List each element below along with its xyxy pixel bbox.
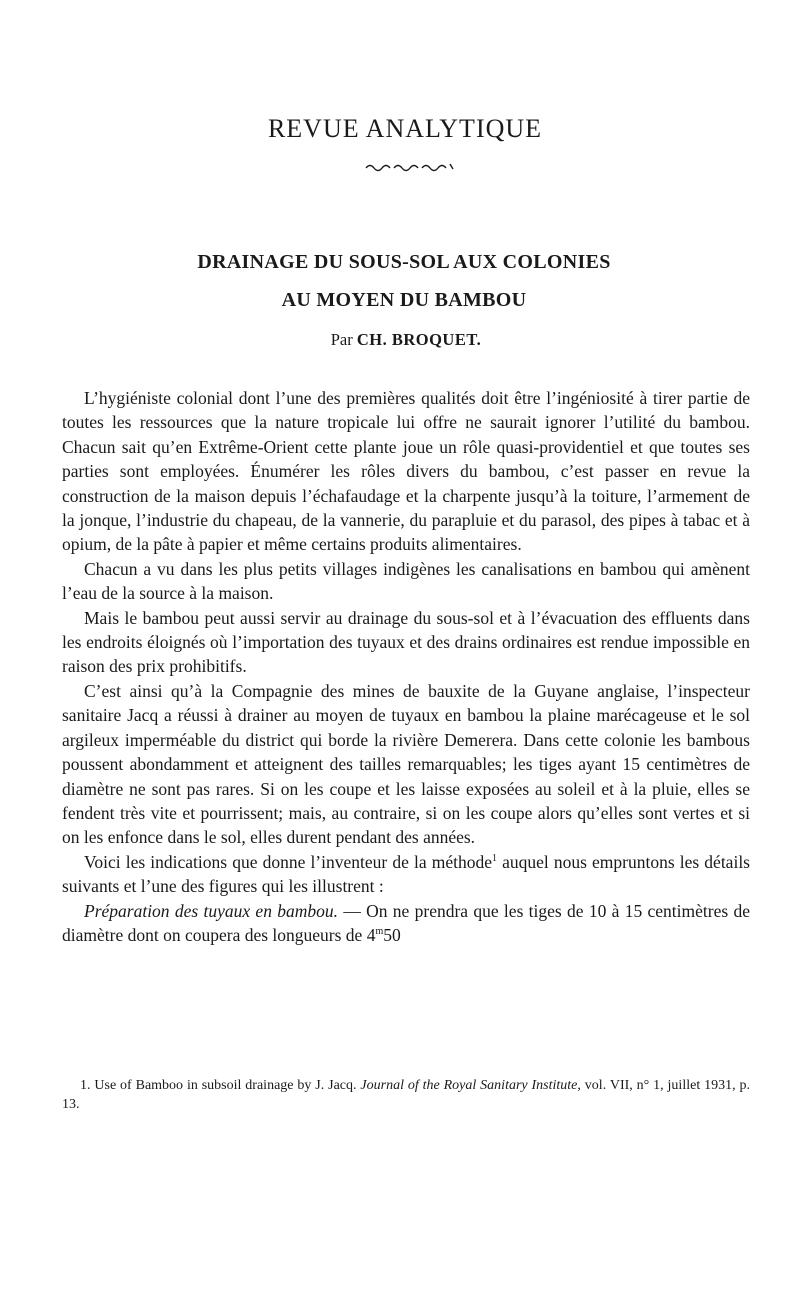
footnote-text-a: Use of Bamboo in subsoil drainage by J. Jacq. [90,1078,361,1093]
unit-tail: 50 [383,924,401,945]
paragraph-1: L’hygiéniste colonial dont l’une des premières qualités doit être l’ingéniosité à tirer partie de toutes les ressources que la nature tropicale lui offre ne saurait ignorer l’utilité du bambou. Chacun sait qu’en Extrême-Orient cette plante joue un rôle quasi-providentiel et que toutes ses parties sont employées. Énumérer les rôles divers du bambou, c’est passer en revue la construction de la maison depuis l’échafaudage et la charpente jusqu’à la toiture, l’armement de la jonque, l’industrie du chapeau, de la vannerie, du parapluie et du parasol, des pipes à tabac et à opium, de la pâte à papier et même certains produits alimentaires. [62,388,750,555]
footnote-number: 1. [80,1078,91,1093]
paragraph-5-text-a: Voici les indications que donne l’inventeur de la méthode [84,851,492,872]
footnote-text-b: , vol. VII, n° 1, juillet 1931, p. 13. [62,1078,750,1112]
article-body [62,386,750,947]
subsection-heading: Préparation des tuyaux en bambou. [84,900,339,921]
footnote [62,1076,750,1114]
article-title [0,243,800,319]
section-title: REVUE ANALYTIQUE [267,114,543,143]
article-title-line-1: DRAINAGE DU SOUS-SOL AUX COLONIES [197,251,611,273]
paragraph-2: Chacun a vu dans les plus petits villages indigènes les canalisations en bambou qui amènent l’eau de la source à la maison. [62,558,750,604]
byline-prefix: Par [330,330,353,349]
paragraph-3: Mais le bambou peut aussi servir au drainage du sous-sol et à l’évacuation des effluents dans les endroits éloignés où l’importation des tuyaux et des drains ordinaires est rendue impossible en raison des prix prohibitifs. [62,607,750,677]
footnote-reference[interactable]: 1 [491,852,497,864]
ornament-divider [364,158,456,174]
article-title-line-2: AU MOYEN DU BAMBOU [281,289,527,311]
footnote-journal: Journal of the Royal Sanitary Institute [360,1078,578,1093]
byline [0,330,800,350]
paragraph-6 [62,899,750,948]
paragraph-6-text: — On ne prendra que les tiges de 10 à 15 centimètres de diamètre dont on coupera des longueurs de 4 [62,900,750,945]
paragraph-4: C’est ainsi qu’à la Compagnie des mines de bauxite de la Guyane anglaise, l’inspecteur sanitaire Jacq a réussi à drainer au moyen de tuyaux en bambou la plaine marécageuse et le sol argileux imperméable du district qui borde la rivière Demerera. Dans cette colonie les bambous poussent abondamment et atteignent des tailles remarquables; les tiges ayant 15 centimètres de diamètre ne sont pas rares. Si on les coupe et les laisse exposées au soleil et à la pluie, elles se fendent très vite et pourrissent; mais, au contraire, si on les coupe alors qu’elles sont vertes et si on les enfonce dans le sol, elles durent pendant des années. [62,680,750,848]
paragraph-5 [62,850,750,899]
unit-superscript: m [375,926,384,938]
author-name: CH. BROQUET. [356,330,482,349]
paragraph-5-text-b: auquel nous empruntons les détails suivants et l’une des figures qui les illustrent : [62,851,750,897]
